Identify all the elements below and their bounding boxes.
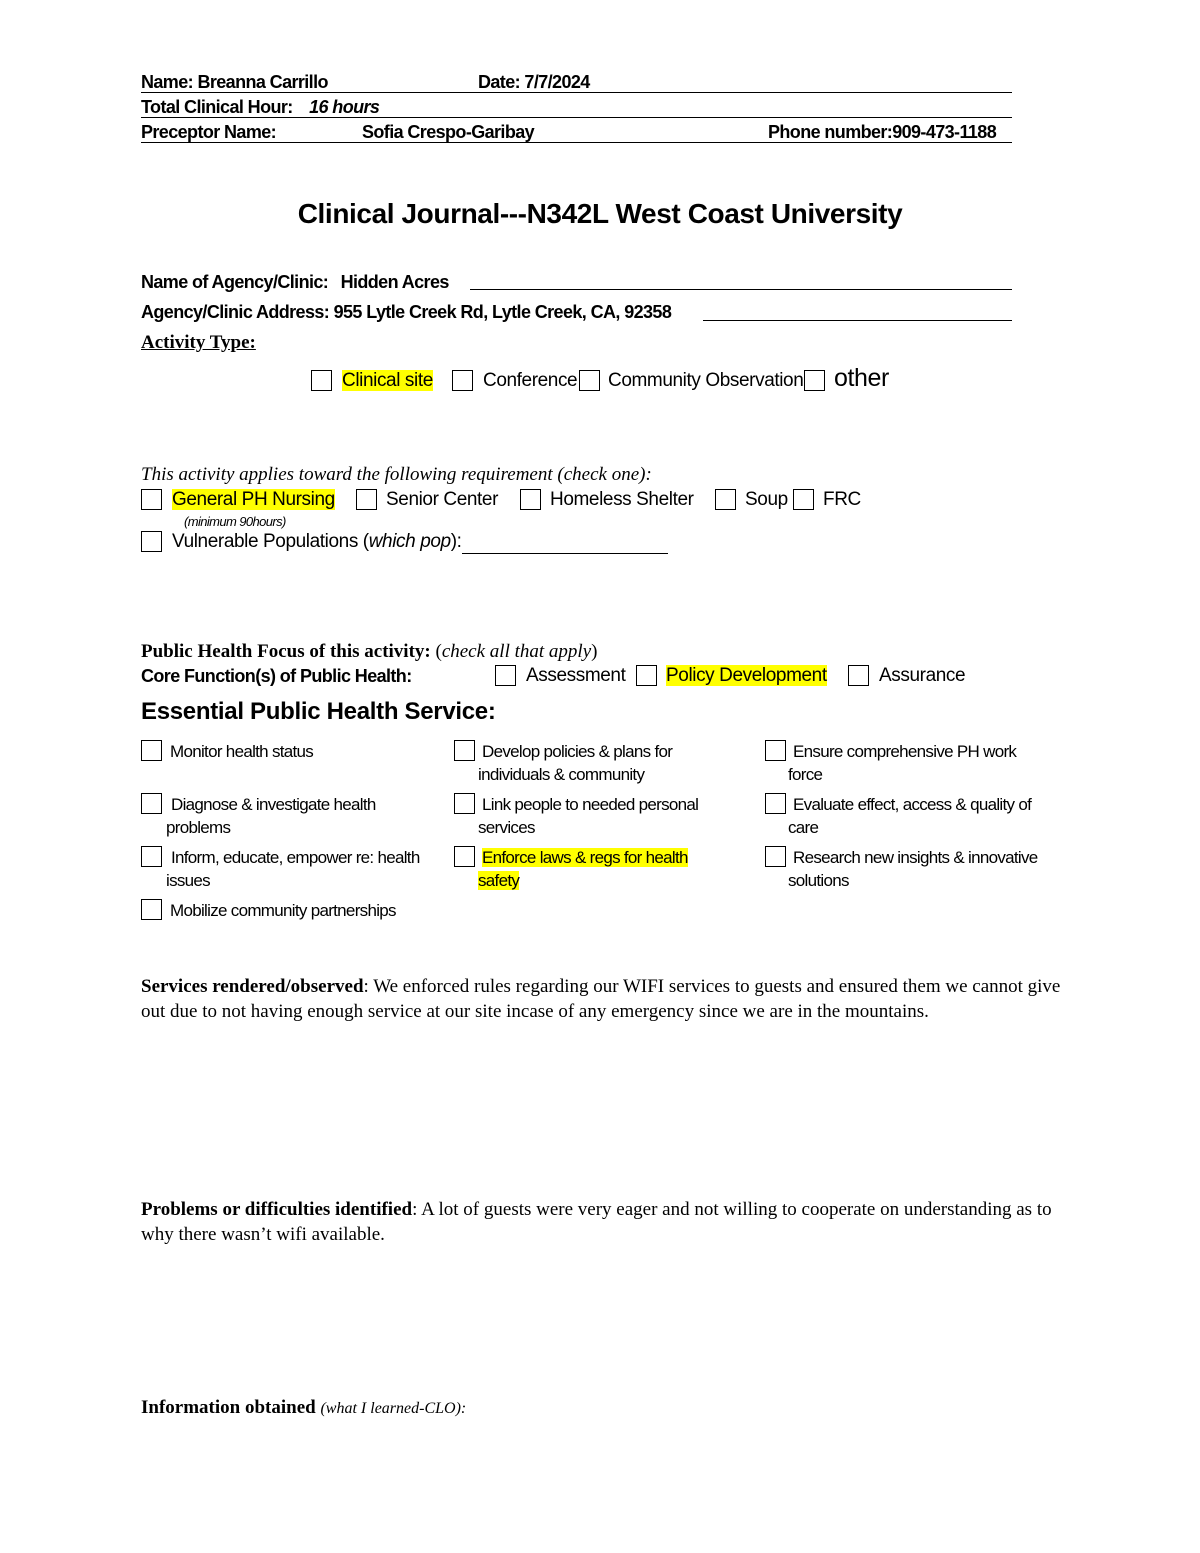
ph-focus-row: Public Health Focus of this activity: (check all that apply): [141, 641, 598, 662]
student-name-row: [141, 72, 328, 93]
req-senior-center-label: Senior Center: [386, 489, 499, 510]
ess-inform-educate-label: Inform, educate, empower re: health issues: [166, 848, 420, 890]
information-obtained-paragraph: [141, 1395, 1061, 1421]
activity-type-label: Activity Type:: [141, 332, 256, 353]
preceptor-value[interactable]: Sofia Crespo-Garibay: [362, 122, 535, 142]
ess-develop-policies-label: Develop policies & plans for individuals & community: [478, 742, 673, 784]
phone-row: [768, 122, 996, 143]
ess-diagnose-investigate-checkbox[interactable]: [141, 793, 162, 814]
ess-inform-educate-checkbox[interactable]: [141, 846, 162, 867]
problems-label: Problems or difficulties identified: [141, 1199, 413, 1220]
agency-name-rule: [470, 289, 1012, 290]
problems-text[interactable]: : A lot of guests were very eager and not willing to cooperate on understanding as to why there wasn’t wifi available.: [141, 1199, 1052, 1245]
vulnerable-pop-blank[interactable]: [462, 531, 668, 554]
ess-evaluate-quality-checkbox[interactable]: [765, 793, 786, 814]
phone-value[interactable]: 909-473-1188: [892, 122, 997, 142]
activity-other-label: other: [834, 364, 889, 392]
ess-develop-policies-checkbox[interactable]: [454, 740, 475, 761]
ess-link-people-checkbox[interactable]: [454, 793, 475, 814]
ph-focus-instruction: check all that apply: [441, 641, 592, 662]
agency-address-value[interactable]: 955 Lytle Creek Rd, Lytle Creek, CA, 92358: [333, 302, 672, 322]
date-label: Date:: [478, 72, 521, 92]
core-assessment-label: Assessment: [526, 665, 626, 686]
name-value[interactable]: Breanna Carrillo: [197, 72, 328, 92]
ess-research-insights-checkbox[interactable]: [765, 846, 786, 867]
services-rendered-text[interactable]: : We enforced rules regarding our WIFI services to guests and ensured them we cannot give out due to not having enough service at our site incase of any emergency since we are in the mountains.: [141, 976, 1061, 1022]
activity-clinical-site-label: Clinical site: [342, 370, 433, 391]
activity-other-checkbox[interactable]: [804, 370, 825, 391]
phone-label: Phone number:: [768, 122, 893, 142]
hours-label: Total Clinical Hour:: [141, 97, 293, 117]
req-vulnerable-populations-checkbox[interactable]: [141, 531, 162, 552]
req-frc-label: FRC: [823, 489, 861, 510]
requirement-prompt: This activity applies toward the following requirement (check one):: [141, 464, 652, 485]
information-obtained-instruction: (what I learned-CLO):: [320, 1400, 467, 1417]
requirement-note: (minimum 90hours): [184, 514, 286, 529]
preceptor-label: Preceptor Name:: [141, 122, 277, 142]
information-obtained-label: Information obtained: [141, 1397, 316, 1418]
agency-address-label: Agency/Clinic Address:: [141, 302, 330, 322]
hours-row: [141, 97, 379, 118]
page-title: Clinical Journal---N342L West Coast University: [297, 198, 903, 229]
ess-evaluate-quality-label: Evaluate effect, access & quality of care: [788, 795, 1032, 837]
activity-clinical-site-checkbox[interactable]: [311, 370, 332, 391]
req-frc-checkbox[interactable]: [793, 489, 814, 510]
ess-diagnose-investigate-label: Diagnose & investigate health problems: [166, 795, 376, 837]
ess-monitor-health-label: Monitor health status: [170, 742, 314, 761]
agency-address-rule: [703, 320, 1012, 321]
essential-services-heading: Essential Public Health Service:: [141, 698, 496, 725]
agency-name-label: Name of Agency/Clinic:: [141, 272, 329, 292]
req-soup-checkbox[interactable]: [715, 489, 736, 510]
services-rendered-label: Services rendered/observed: [141, 976, 364, 997]
agency-name-value[interactable]: Hidden Acres: [340, 272, 449, 292]
req-senior-center-checkbox[interactable]: [356, 489, 377, 510]
ess-link-people-label: Link people to needed personal services: [478, 795, 699, 837]
ess-enforce-laws-checkbox[interactable]: [454, 846, 475, 867]
req-vulnerable-populations-label: Vulnerable Populations (which pop):: [172, 531, 668, 554]
ess-ensure-workforce-checkbox[interactable]: [765, 740, 786, 761]
req-soup-label: Soup: [745, 489, 788, 510]
ess-mobilize-partnerships-checkbox[interactable]: [141, 899, 162, 920]
req-homeless-shelter-label: Homeless Shelter: [550, 489, 694, 510]
services-rendered-paragraph: [141, 974, 1061, 1024]
name-label: Name:: [141, 72, 194, 92]
ess-mobilize-partnerships-label: Mobilize community partnerships: [170, 901, 396, 920]
req-homeless-shelter-checkbox[interactable]: [520, 489, 541, 510]
problems-paragraph: [141, 1197, 1061, 1247]
req-general-ph-nursing-checkbox[interactable]: [141, 489, 162, 510]
req-general-ph-nursing-label: General PH Nursing: [172, 489, 335, 510]
core-policy-development-checkbox[interactable]: [636, 665, 657, 686]
core-assurance-label: Assurance: [879, 665, 966, 686]
activity-conference-label: Conference: [483, 370, 578, 391]
agency-address-row: [141, 302, 671, 323]
core-policy-development-label: Policy Development: [666, 665, 827, 686]
date-row: [478, 72, 590, 93]
core-assurance-checkbox[interactable]: [848, 665, 869, 686]
ph-focus-label: Public Health Focus of this activity:: [141, 641, 431, 662]
ess-enforce-laws-label: Enforce laws & regs for health safety: [478, 848, 688, 890]
core-assessment-checkbox[interactable]: [495, 665, 516, 686]
date-value[interactable]: 7/7/2024: [524, 72, 590, 92]
activity-community-observation-checkbox[interactable]: [579, 370, 600, 391]
ess-monitor-health-checkbox[interactable]: [141, 740, 162, 761]
ess-ensure-workforce-label: Ensure comprehensive PH work force: [788, 742, 1017, 784]
ess-research-insights-label: Research new insights & innovative solutions: [788, 848, 1038, 890]
core-function-label: Core Function(s) of Public Health:: [141, 666, 412, 686]
activity-conference-checkbox[interactable]: [452, 370, 473, 391]
activity-community-observation-label: Community Observation: [608, 370, 804, 391]
hours-value[interactable]: 16 hours: [309, 97, 380, 117]
